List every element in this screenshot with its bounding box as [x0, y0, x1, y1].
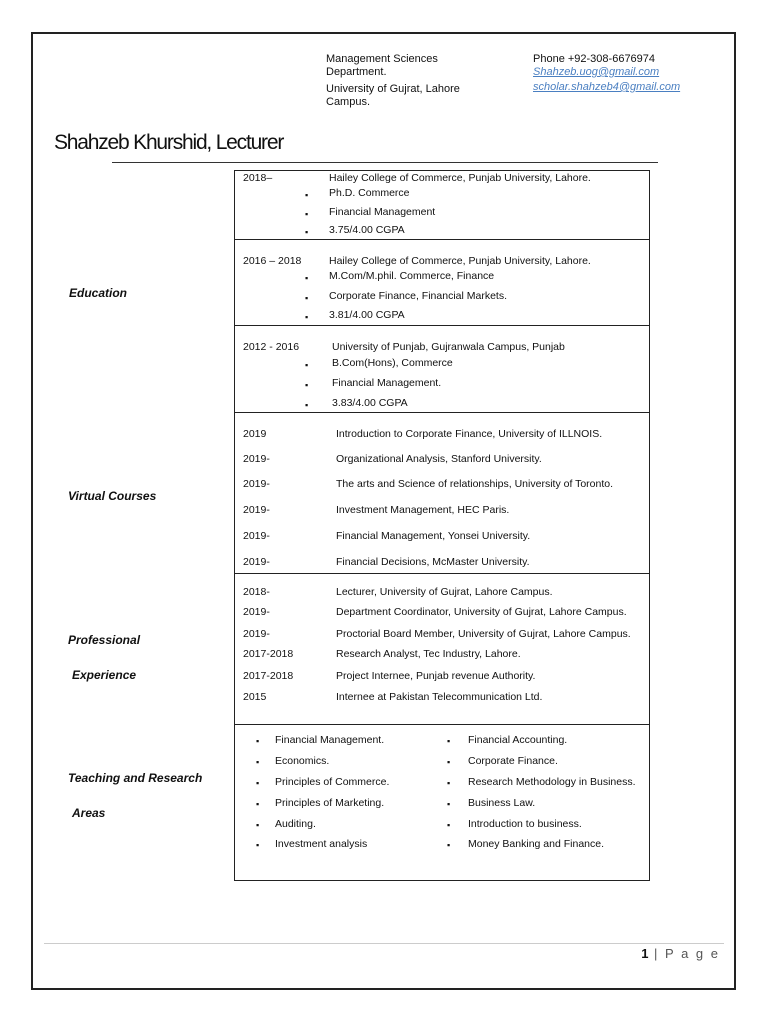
experience-title: Research Analyst, Tec Industry, Lahore.	[336, 648, 521, 660]
bullet-icon: ▪	[305, 273, 309, 283]
bullet-icon: ▪	[447, 820, 451, 830]
education-entry-2	[234, 239, 650, 326]
email-link-1[interactable]: Shahzeb.uog@gmail.com	[533, 66, 660, 78]
bullet-icon: ▪	[256, 757, 260, 767]
area-item: Financial Accounting.	[468, 734, 568, 746]
course-title: Financial Management, Yonsei University.	[336, 530, 531, 542]
education-item: 3.75/4.00 CGPA	[329, 224, 405, 236]
area-item: Economics.	[275, 755, 330, 767]
education-school: University of Punjab, Gujranwala Campus, Punjab	[332, 341, 565, 353]
area-item: Auditing.	[275, 818, 316, 830]
education-item: 3.83/4.00 CGPA	[332, 397, 408, 409]
section-experience: Experience	[72, 668, 137, 682]
area-item: Principles of Marketing.	[275, 797, 385, 809]
contact-block	[533, 53, 680, 94]
course-title: Financial Decisions, McMaster University.	[336, 556, 530, 568]
experience-year: 2017-2018	[243, 648, 294, 660]
education-item: M.Com/M.phil. Commerce, Finance	[329, 270, 495, 282]
education-school: Hailey College of Commerce, Punjab University, Lahore.	[329, 172, 591, 184]
university-line-1: University of Gujrat, Lahore	[326, 83, 460, 95]
course-year: 2019-	[243, 478, 270, 490]
course-title: The arts and Science of relationships, University of Toronto.	[336, 478, 614, 490]
bullet-icon: ▪	[256, 840, 260, 850]
area-item: Business Law.	[468, 797, 536, 809]
bullet-icon: ▪	[447, 736, 451, 746]
person-name: Shahzeb Khurshid, Lecturer	[54, 131, 284, 154]
experience-box	[234, 573, 650, 725]
bullet-icon: ▪	[305, 360, 309, 370]
bullet-icon: ▪	[305, 227, 309, 237]
experience-title: Lecturer, University of Gujrat, Lahore Campus.	[336, 586, 553, 598]
area-item: Investment analysis	[275, 838, 368, 850]
experience-title: Proctorial Board Member, University of Gujrat, Lahore Campus.	[336, 628, 631, 640]
education-item: Financial Management.	[332, 377, 442, 389]
course-title: Organizational Analysis, Stanford University.	[336, 453, 542, 465]
bullet-icon: ▪	[305, 293, 309, 303]
experience-year: 2018-	[243, 586, 270, 598]
course-year: 2019-	[243, 530, 270, 542]
bullet-icon: ▪	[256, 799, 260, 809]
department-line-2: Department.	[326, 66, 387, 78]
experience-year: 2015	[243, 691, 267, 703]
bullet-icon: ▪	[305, 380, 309, 390]
bullet-icon: ▪	[447, 840, 451, 850]
page-number-value: 1	[641, 946, 649, 961]
education-item: B.Com(Hons), Commerce	[332, 357, 453, 369]
email-link-2[interactable]: scholar.shahzeb4@gmail.com	[533, 81, 681, 93]
experience-year: 2017-2018	[243, 670, 294, 682]
bullet-icon: ▪	[305, 209, 309, 219]
education-school: Hailey College of Commerce, Punjab University, Lahore.	[329, 255, 591, 267]
phone-number: Phone +92-308-6676974	[533, 53, 656, 65]
education-item: Financial Management	[329, 206, 436, 218]
experience-title: Department Coordinator, University of Gujrat, Lahore Campus.	[336, 606, 627, 618]
bullet-icon: ▪	[305, 312, 309, 322]
page-number	[641, 946, 720, 961]
section-teaching: Teaching and Research	[68, 771, 203, 785]
bullet-icon: ▪	[447, 778, 451, 788]
course-title: Investment Management, HEC Paris.	[336, 504, 510, 516]
area-item: Research Methodology in Business.	[468, 776, 636, 788]
course-year: 2019	[243, 428, 267, 440]
area-item: Money Banking and Finance.	[468, 838, 605, 850]
area-item: Introduction to business.	[468, 818, 582, 830]
area-item: Principles of Commerce.	[275, 776, 390, 788]
section-areas: Areas	[72, 806, 106, 820]
university-line-2: Campus.	[326, 96, 371, 108]
education-item: Ph.D. Commerce	[329, 187, 410, 199]
course-year: 2019-	[243, 504, 270, 516]
bullet-icon: ▪	[447, 799, 451, 809]
page-label: | P a g e	[654, 946, 720, 961]
education-entry-3	[234, 325, 650, 413]
virtual-courses-box	[234, 412, 650, 574]
bullet-icon: ▪	[305, 400, 309, 410]
bullet-icon: ▪	[256, 778, 260, 788]
bullet-icon: ▪	[256, 736, 260, 746]
education-years: 2012 - 2016	[243, 341, 300, 353]
course-year: 2019-	[243, 556, 270, 568]
bullet-icon: ▪	[256, 820, 260, 830]
area-item: Financial Management.	[275, 734, 385, 746]
bullet-icon: ▪	[447, 757, 451, 767]
experience-title: Internee at Pakistan Telecommunication Ltd.	[336, 691, 543, 703]
name-divider	[112, 162, 658, 163]
education-years: 2016 – 2018	[243, 255, 302, 267]
department-line-1: Management Sciences	[326, 53, 438, 65]
education-item: Corporate Finance, Financial Markets.	[329, 290, 507, 302]
footer-divider	[44, 943, 724, 944]
experience-title: Project Internee, Punjab revenue Authority.	[336, 670, 536, 682]
experience-year: 2019-	[243, 606, 270, 618]
section-virtual-courses: Virtual Courses	[68, 489, 157, 503]
experience-year: 2019-	[243, 628, 270, 640]
education-years: 2018–	[243, 172, 273, 184]
course-year: 2019-	[243, 453, 270, 465]
section-professional: Professional	[68, 633, 141, 647]
department-block	[326, 53, 460, 109]
teaching-areas-box	[234, 724, 650, 881]
section-education: Education	[69, 286, 128, 300]
course-title: Introduction to Corporate Finance, University of ILLNOIS.	[336, 428, 603, 440]
education-item: 3.81/4.00 CGPA	[329, 309, 405, 321]
bullet-icon: ▪	[305, 190, 309, 200]
education-entry-1	[234, 170, 650, 240]
area-item: Corporate Finance.	[468, 755, 558, 767]
